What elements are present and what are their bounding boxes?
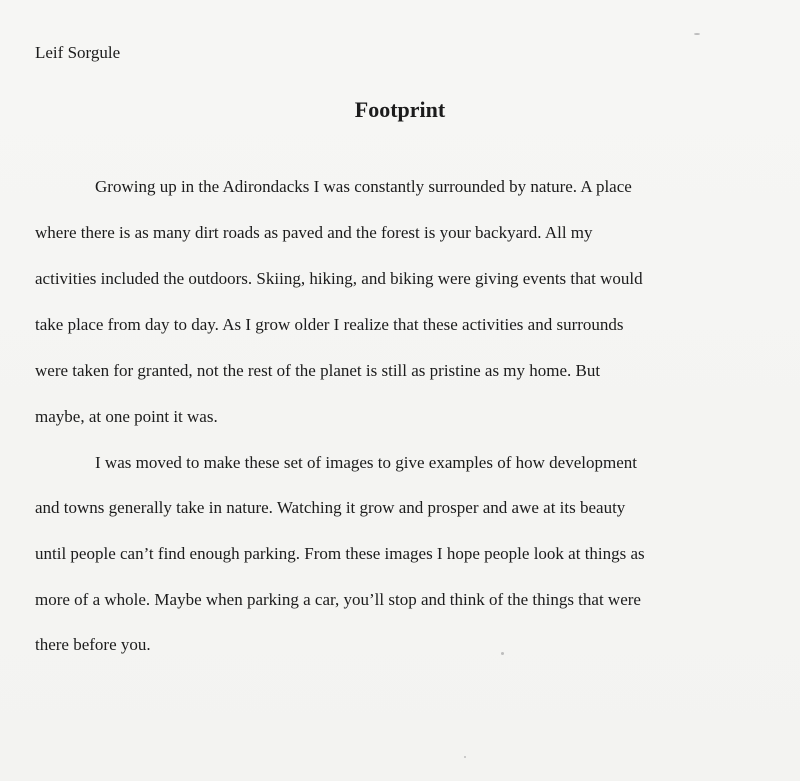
body-line: and towns generally take in nature. Watching it grow and prosper and awe at its beauty: [35, 498, 626, 517]
body-line: there before you.: [35, 635, 151, 654]
scan-speck: [464, 756, 466, 758]
body-line: take place from day to day. As I grow older I realize that these activities and surrounds: [35, 315, 624, 334]
scan-speck: [501, 652, 504, 655]
body-line: Growing up in the Adirondacks I was constantly surrounded by nature. A place: [95, 177, 632, 196]
body-line: until people can’t find enough parking. From these images I hope people look at things as: [35, 544, 645, 563]
document-title: Footprint: [354, 97, 446, 122]
body-line: activities included the outdoors. Skiing, hiking, and biking were giving events that would: [35, 269, 643, 288]
author-name: Leif Sorgule: [35, 43, 121, 62]
body-line: where there is as many dirt roads as paved and the forest is your backyard. All my: [35, 223, 593, 242]
body-line: more of a whole. Maybe when parking a car, you’ll stop and think of the things that were: [35, 590, 641, 609]
body-line: I was moved to make these set of images to give examples of how development: [95, 453, 637, 472]
scan-speck: [694, 33, 700, 35]
body-line: maybe, at one point it was.: [35, 407, 218, 426]
body-line: were taken for granted, not the rest of the planet is still as pristine as my home. But: [35, 361, 601, 380]
